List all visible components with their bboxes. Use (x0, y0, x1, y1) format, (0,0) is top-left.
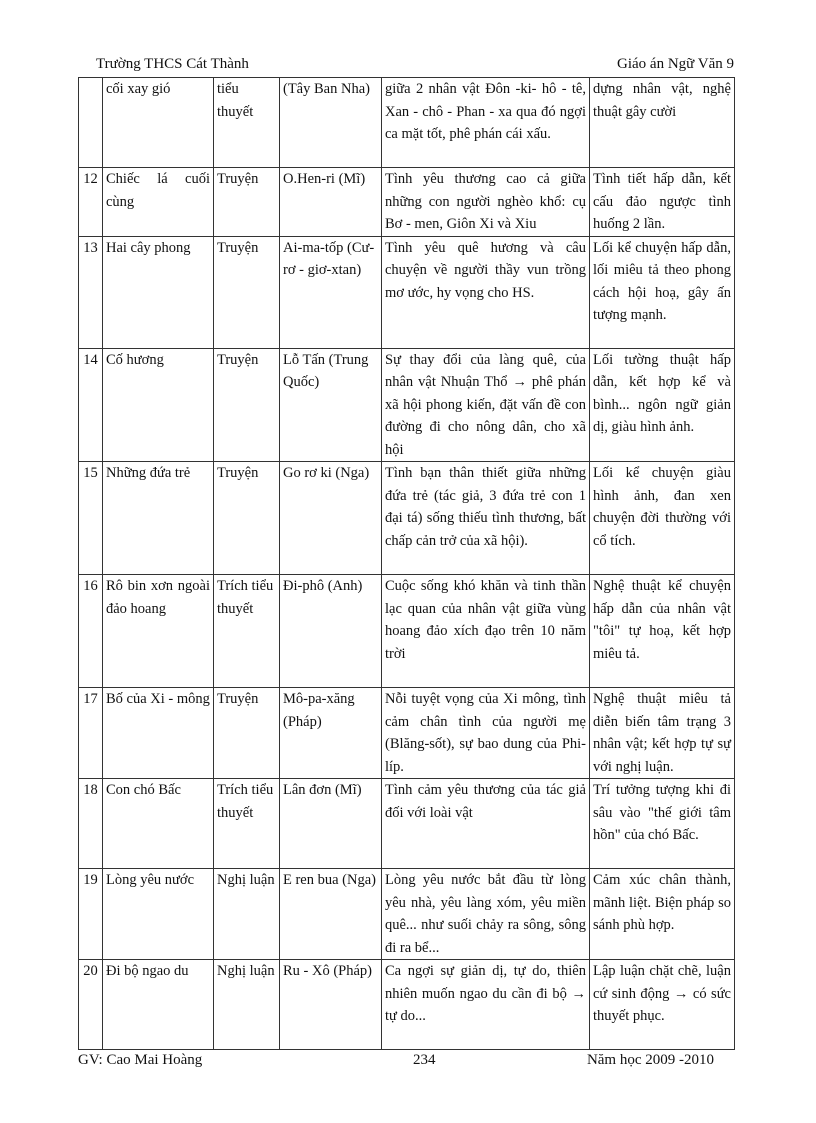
work-content: Tình bạn thân thiết giữa những đứa trẻ (tác giả, 3 đứa trẻ con 1 đại tá) sống thiếu tình thương, bất chấp cản trở của xã hội). (382, 462, 590, 575)
table-row (79, 779, 735, 869)
row-number: 17 (79, 688, 103, 779)
school-name: Trường THCS Cát Thành (96, 56, 249, 72)
work-title: Cố hương (103, 348, 214, 462)
work-title: cối xay gió (103, 78, 214, 168)
work-art: Trí tưởng tượng khi đi sâu vào "thế giới tâm hồn" của chó Bấc. (590, 779, 735, 869)
work-genre: tiểu thuyết (214, 78, 280, 168)
work-content: Cuộc sống khó khăn và tinh thần lạc quan của nhân vật giữa vùng hoang đảo xích đạo trên 10 năm trời (382, 575, 590, 688)
work-author: (Tây Ban Nha) (280, 78, 382, 168)
work-author: Lỗ Tấn (Trung Quốc) (280, 348, 382, 462)
work-genre: Nghị luận (214, 960, 280, 1050)
work-content: Sự thay đổi của làng quê, của nhân vật Nhuận Thổ → phê phán xã hội phong kiến, đặt vấn đề con đường đi cho nông dân, cho xã hội (382, 348, 590, 462)
table-row (79, 688, 735, 779)
row-number: 18 (79, 779, 103, 869)
table-row (79, 869, 735, 960)
page-number: 234 (413, 1052, 436, 1068)
work-genre: Truyện (214, 236, 280, 348)
work-art: Lối kể chuyện hấp dẫn, lối miêu tả theo phong cách hội hoạ, gây ấn tượng mạnh. (590, 236, 735, 348)
table-row (79, 462, 735, 575)
work-art: Lối kể chuyện giàu hình ảnh, đan xen chuyện đời thường với cổ tích. (590, 462, 735, 575)
work-content: Nỗi tuyệt vọng của Xi mông, tình cảm chân tình của người mẹ (Blăng-sốt), sự bao dung của Phi-líp. (382, 688, 590, 779)
work-title: Con chó Bấc (103, 779, 214, 869)
school-year: Năm học 2009 -2010 (586, 1052, 714, 1068)
work-title: Rô bin xơn ngoài đảo hoang (103, 575, 214, 688)
row-number: 14 (79, 348, 103, 462)
work-content: Ca ngợi sự giản dị, tự do, thiên nhiên muốn ngao du cần đi bộ → tự do... (382, 960, 590, 1050)
document-subject: Giáo án Ngữ Văn 9 (617, 56, 734, 72)
work-content: Lòng yêu nước bắt đầu từ lòng yêu nhà, yêu làng xóm, yêu miền quê... như suối chảy ra sông, sông đi ra bể... (382, 869, 590, 960)
work-title: Lòng yêu nước (103, 869, 214, 960)
work-title: Chiếc lá cuối cùng (103, 168, 214, 237)
row-number (79, 78, 103, 168)
table-row (79, 575, 735, 688)
work-content: Tình cảm yêu thương của tác giả đối với loài vật (382, 779, 590, 869)
work-author: Đi-phô (Anh) (280, 575, 382, 688)
table-row (79, 236, 735, 348)
work-art: Tình tiết hấp dẫn, kết cấu đảo ngược tình huống 2 lần. (590, 168, 735, 237)
work-art: Lối tường thuật hấp dẫn, kết hợp kể và bình... ngôn ngữ giản dị, giàu hình ảnh. (590, 348, 735, 462)
work-title: Bố của Xi - mông (103, 688, 214, 779)
table-row (79, 168, 735, 237)
row-number: 12 (79, 168, 103, 237)
table-row (79, 960, 735, 1050)
row-number: 13 (79, 236, 103, 348)
row-number: 20 (79, 960, 103, 1050)
table-row (79, 78, 735, 168)
work-genre: Trích tiểu thuyết (214, 779, 280, 869)
row-number: 16 (79, 575, 103, 688)
work-title: Đi bộ ngao du (103, 960, 214, 1050)
work-art: Lập luận chặt chẽ, luận cứ sinh động → có sức thuyết phục. (590, 960, 735, 1050)
work-art: Nghệ thuật kể chuyện hấp dẫn của nhân vật "tôi" tự hoạ, kết hợp miêu tả. (590, 575, 735, 688)
row-number: 19 (79, 869, 103, 960)
work-art: Cảm xúc chân thành, mãnh liệt. Biện pháp so sánh phù hợp. (590, 869, 735, 960)
work-genre: Nghị luận (214, 869, 280, 960)
work-genre: Truyện (214, 168, 280, 237)
work-author: E ren bua (Nga) (280, 869, 382, 960)
work-art: dựng nhân vật, nghệ thuật gây cười (590, 78, 735, 168)
work-genre: Truyện (214, 462, 280, 575)
row-number: 15 (79, 462, 103, 575)
work-author: Mô-pa-xăng (Pháp) (280, 688, 382, 779)
work-author: Ai-ma-tốp (Cư- rơ - giơ-xtan) (280, 236, 382, 348)
work-content: Tình yêu quê hương và câu chuyện về người thầy vun trồng mơ ước, hy vọng cho HS. (382, 236, 590, 348)
literature-table (78, 77, 735, 1050)
work-genre: Truyện (214, 348, 280, 462)
work-title: Những đứa trẻ (103, 462, 214, 575)
work-content: Tình yêu thương cao cả giữa những con người nghèo khổ: cụ Bơ - men, Giôn Xi và Xiu (382, 168, 590, 237)
work-author: Ru - Xô (Pháp) (280, 960, 382, 1050)
table-row (79, 348, 735, 462)
work-content: giữa 2 nhân vật Đôn -ki- hô - tê, Xan - chô - Phan - xa qua đó ngợi ca mặt tốt, phê phán cái xấu. (382, 78, 590, 168)
teacher-name: GV: Cao Mai Hoàng (78, 1052, 203, 1068)
work-art: Nghệ thuật miêu tả diễn biến tâm trạng 3 nhân vật; kết hợp tự sự với nghị luận. (590, 688, 735, 779)
work-author: Go rơ ki (Nga) (280, 462, 382, 575)
work-genre: Truyện (214, 688, 280, 779)
work-author: O.Hen-ri (Mĩ) (280, 168, 382, 237)
page-header (78, 56, 734, 73)
work-author: Lân đơn (Mĩ) (280, 779, 382, 869)
work-title: Hai cây phong (103, 236, 214, 348)
work-genre: Trích tiểu thuyết (214, 575, 280, 688)
